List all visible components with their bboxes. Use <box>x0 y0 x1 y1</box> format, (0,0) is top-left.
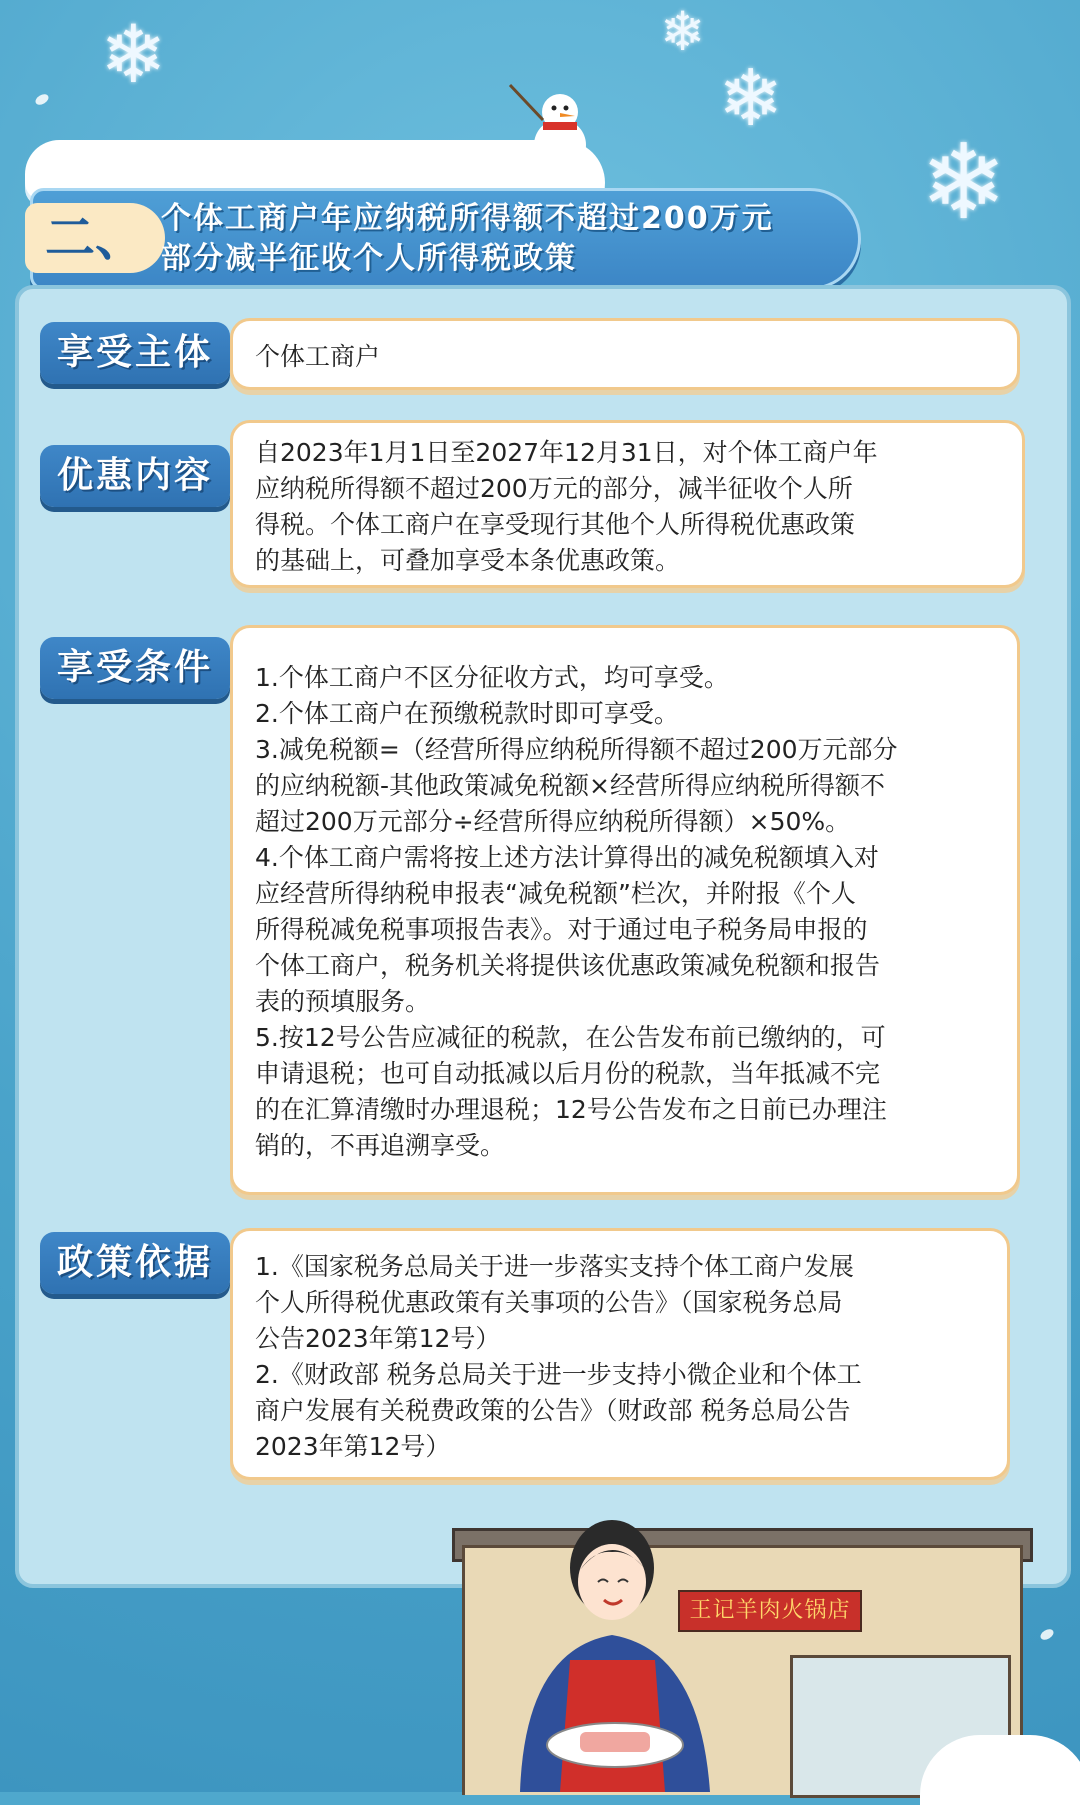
header-banner <box>30 188 861 290</box>
shop-sign: 王记羊肉火锅店 <box>678 1590 862 1632</box>
conditions-box <box>230 625 1020 1195</box>
label-conditions: 享受条件 <box>40 637 230 699</box>
shopkeeper-icon <box>500 1510 730 1792</box>
condition-line: 2.个体工商户在预缴税款时即可享受。 <box>255 699 679 728</box>
benefit-box <box>230 420 1025 588</box>
snowflake-icon: ❄ <box>920 121 1008 243</box>
condition-line: 申请退税；也可自动抵减以后月份的税款，当年抵减不完 <box>255 1059 881 1088</box>
benefit-line: 自2023年1月1日至2027年12月31日，对个体工商户年 <box>255 438 878 467</box>
benefit-line: 得税。个体工商户在享受现行其他个人所得税优惠政策 <box>255 510 856 539</box>
condition-line: 3.减免税额=（经营所得应纳税所得额不超过200万元部分 <box>255 735 898 764</box>
basis-line: 1.《国家税务总局关于进一步落实支持个体工商户发展 <box>255 1252 854 1281</box>
condition-line: 超过200万元部分÷经营所得应纳税所得额）×50%。 <box>255 807 851 836</box>
condition-line: 表的预填服务。 <box>255 987 431 1016</box>
snowman-icon <box>505 80 605 170</box>
snowflake-icon: ❄ <box>718 54 784 144</box>
benefit-line: 应纳税所得额不超过200万元的部分，减半征收个人所 <box>255 474 853 503</box>
benefit-line: 的基础上，可叠加享受本条优惠政策。 <box>255 546 681 575</box>
condition-line: 所得税减免税事项报告表》。对于通过电子税务局申报的 <box>255 915 868 944</box>
label-basis: 政策依据 <box>40 1232 230 1294</box>
condition-line: 5.按12号公告应减征的税款，在公告发布前已缴纳的，可 <box>255 1023 886 1052</box>
condition-line: 4.个体工商户需将按上述方法计算得出的减免税额填入对 <box>255 843 879 872</box>
basis-line: 2023年第12号） <box>255 1432 451 1461</box>
basis-line: 2.《财政部 税务总局关于进一步支持小微企业和个体工 <box>255 1360 862 1389</box>
subject-box <box>230 318 1020 390</box>
section-number: 二、 <box>25 203 165 273</box>
subject-text: 个体工商户 <box>255 342 381 371</box>
basis-line: 商户发展有关税费政策的公告》（财政部 税务总局公告 <box>255 1396 851 1425</box>
condition-line: 应经营所得纳税申报表“减免税额”栏次，并附报《个人 <box>255 879 856 908</box>
snow-ground <box>920 1735 1080 1805</box>
snowflake-icon: ❄ <box>660 0 706 63</box>
page-title <box>161 199 774 279</box>
condition-line: 个体工商户，税务机关将提供该优惠政策减免税额和报告 <box>255 951 881 980</box>
label-subject: 享受主体 <box>40 322 230 384</box>
title-line-1: 个体工商户年应纳税所得额不超过200万元 <box>161 201 774 236</box>
title-line-2: 部分减半征收个人所得税政策 <box>161 241 577 276</box>
basis-line: 公告2023年第12号） <box>255 1324 501 1353</box>
basis-box <box>230 1228 1010 1480</box>
condition-line: 销的，不再追溯享受。 <box>255 1131 506 1160</box>
label-benefit: 优惠内容 <box>40 445 230 507</box>
condition-line: 的应纳税额-其他政策减免税额×经营所得应纳税所得额不 <box>255 771 885 800</box>
condition-line: 1.个体工商户不区分征收方式，均可享受。 <box>255 663 729 692</box>
snowflake-icon: ❄ <box>100 8 168 101</box>
condition-line: 的在汇算清缴时办理退税；12号公告发布之日前已办理注 <box>255 1095 887 1124</box>
basis-line: 个人所得税优惠政策有关事项的公告》（国家税务总局 <box>255 1288 843 1317</box>
